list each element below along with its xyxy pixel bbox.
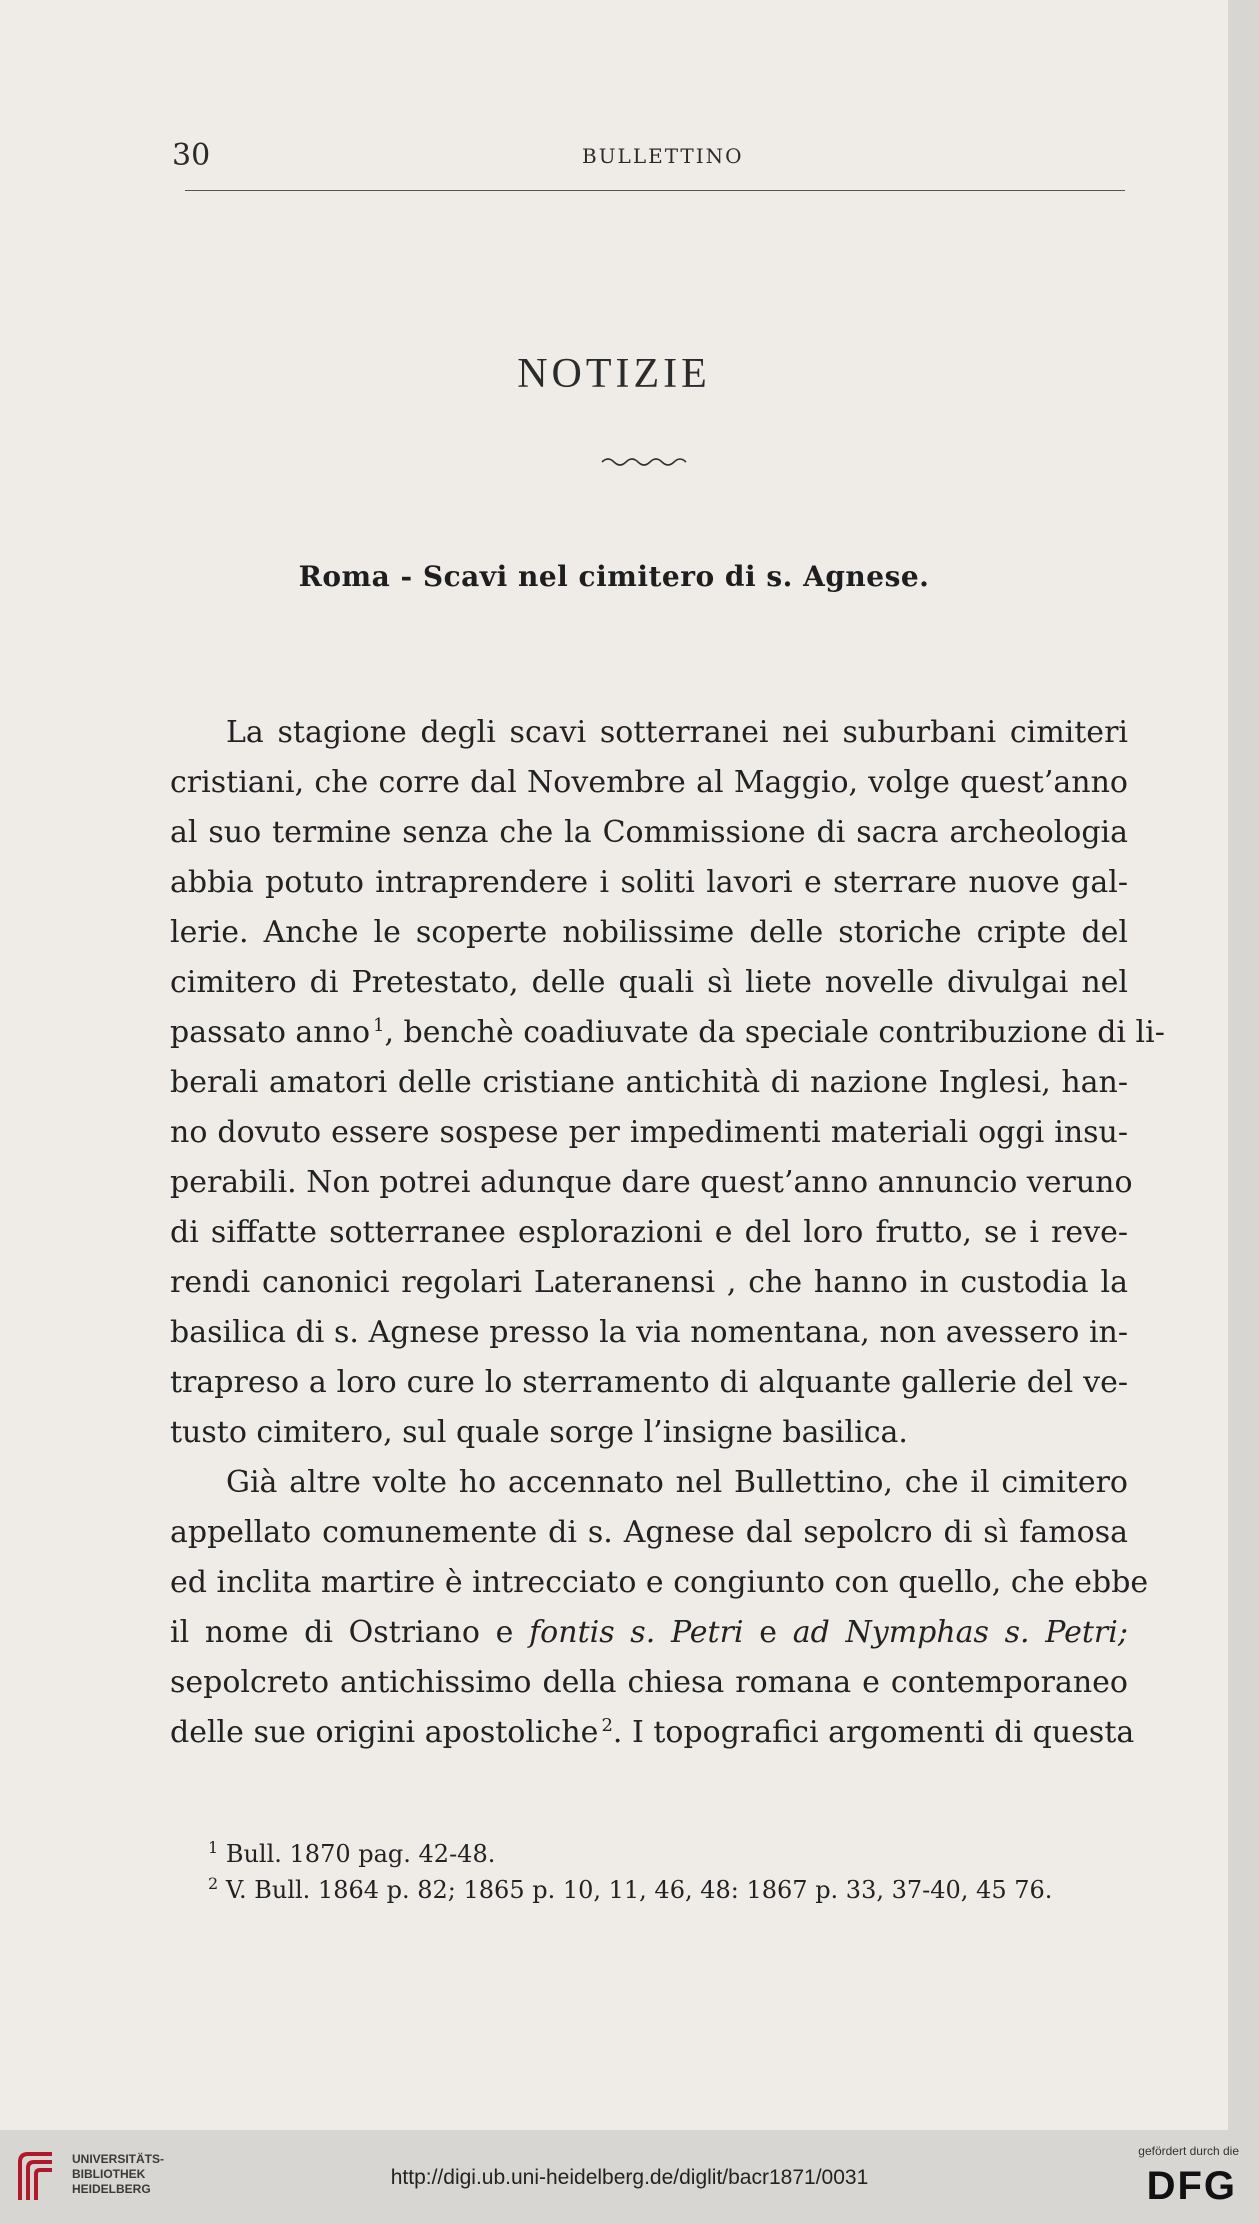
text-line (170, 1708, 1135, 1758)
text-line: no dovuto essere sospese per impedimenti materiali oggi insu- (170, 1115, 1128, 1150)
article-subtitle: Roma - Scavi nel cimitero di s. Agnese. (298, 560, 930, 593)
text-line: tusto cimitero, sul quale sorge l’insigne basilica. (170, 1415, 908, 1450)
section-title: NOTIZIE (517, 351, 711, 397)
text-line: cristiani, che corre dal Novembre al Maggio, volge quest’anno (170, 765, 1128, 800)
text-line: al suo termine senza che la Commissione di sacra archeologia (170, 815, 1128, 850)
text-line: abbia potuto intraprendere i soliti lavori e sterrare nuove gal- (170, 865, 1128, 900)
dfg-logo: DFG (1146, 2164, 1237, 2208)
italic-fragment: fontis s. Petri (529, 1615, 744, 1650)
text-line: sepolcreto antichissimo della chiesa romana e contemporaneo (170, 1665, 1128, 1700)
text-line: perabili. Non potrei adunque dare quest’anno annuncio veruno (170, 1165, 1133, 1200)
text-line (170, 1608, 1128, 1658)
text-line: trapreso a loro cure lo sterramento di alquante gallerie del ve- (170, 1365, 1128, 1400)
text-fragment: passato anno (170, 1015, 371, 1050)
text-line: di siffatte sotterranee esplorazioni e del loro frutto, se i reve- (170, 1215, 1128, 1250)
running-head: BULLETTINO (582, 144, 744, 168)
ornament-wave (600, 455, 690, 469)
footnote (172, 1836, 1132, 1872)
text-line: La stagione degli scavi sotterranei nei suburbani cimiteri (226, 715, 1128, 750)
text-line (170, 1008, 1165, 1058)
footnotes (172, 1836, 1132, 1908)
page-header (172, 138, 1127, 178)
library-name: UNIVERSITÄTS- BIBLIOTHEK HEIDELBERG (72, 2152, 165, 2196)
page-number: 30 (172, 138, 211, 173)
text-line: rendi canonici regolari Lateranensi , che hanno in custodia la (170, 1265, 1128, 1300)
footnote (172, 1872, 1132, 1908)
text-fragment: e (759, 1615, 777, 1650)
footnote-marker: 2 (208, 1874, 219, 1893)
text-fragment: . I topografici argomenti di questa (612, 1715, 1135, 1750)
text-fragment: , benchè coadiuvate da speciale contribuzione di li- (384, 1015, 1165, 1050)
funded-by-label: gefördert durch die (1138, 2144, 1239, 2158)
footnote-text: Bull. 1870 pag. 42-48. (225, 1840, 496, 1868)
text-fragment: il nome di Ostriano e (170, 1615, 514, 1650)
text-line: basilica di s. Agnese presso la via nomentana, non avessero in- (170, 1315, 1128, 1350)
text-line: Già altre volte ho accennato nel Bullettino, che il cimitero (226, 1465, 1128, 1500)
text-line: cimitero di Pretestato, delle quali sì liete novelle divulgai nel (170, 965, 1128, 1000)
header-rule (185, 190, 1125, 191)
italic-fragment: ad Nymphas s. Petri; (792, 1615, 1128, 1650)
footnote-marker: 1 (208, 1838, 219, 1857)
text-line: lerie. Anche le scoperte nobilissime delle storiche cripte del (170, 915, 1128, 950)
text-line: berali amatori delle cristiane antichità di nazione Inglesi, han- (170, 1065, 1128, 1100)
article-body (170, 708, 1165, 1758)
text-line: ed inclita martire è intrecciato e congiunto con quello, che ebbe (170, 1565, 1149, 1600)
text-line: appellato comunemente di s. Agnese dal sepolcro di sì famosa (170, 1515, 1128, 1550)
footnote-ref: 1 (373, 1015, 385, 1036)
text-fragment: delle sue origini apostoliche (170, 1715, 599, 1750)
footnote-ref: 2 (601, 1715, 613, 1736)
viewer-footer (0, 2130, 1259, 2224)
source-url-link[interactable]: http://digi.ub.uni-heidelberg.de/diglit/bacr1871/0031 (390, 2166, 869, 2189)
footnote-text: V. Bull. 1864 p. 82; 1865 p. 10, 11, 46, 48: 1867 p. 33, 37-40, 45 76. (225, 1876, 1053, 1904)
